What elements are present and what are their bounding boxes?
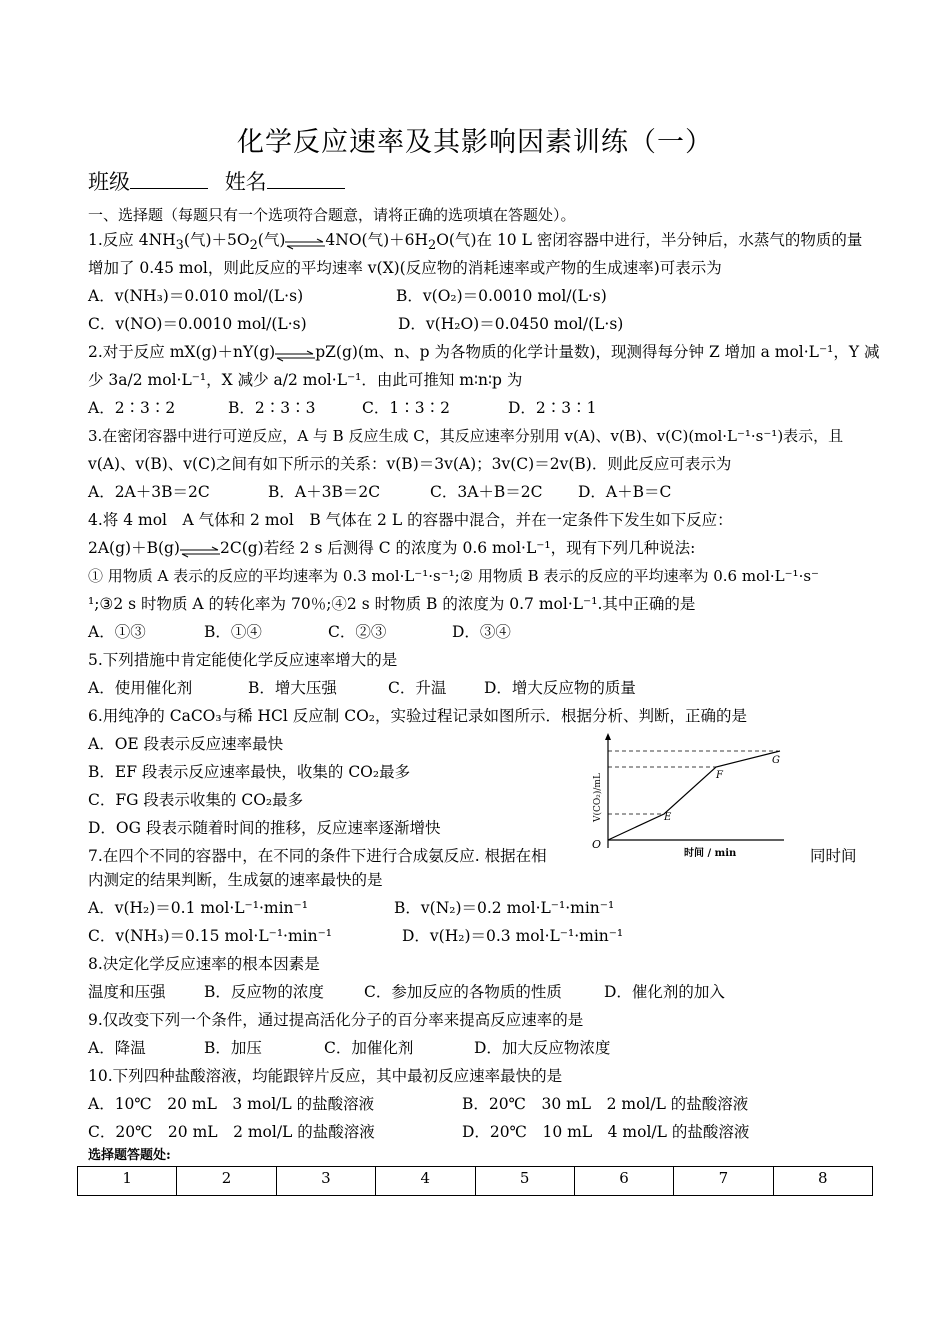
- class-blank[interactable]: [130, 170, 208, 189]
- question-1-line-2: 增加了 0.45 mol，则此反应的平均速率 v(X)(反应物的消耗速率或产物的生成速率)可表示为: [88, 259, 722, 277]
- question-7-line-1a: 7.在四个不同的容器中，在不同的条件下进行合成氨反应. 根据在相: [88, 847, 547, 865]
- q8-option-a: 温度和压强: [88, 983, 166, 1001]
- q1-text-e: O(气)在 10 L 密闭容器中进行，半分钟后，水蒸气的物质的量: [436, 231, 863, 249]
- name-blank[interactable]: [267, 170, 345, 189]
- q3-option-c: C．3A＋B＝2C: [430, 483, 543, 501]
- q7-option-a: A．v(H₂)＝0.1 mol·L⁻¹·min⁻¹: [88, 899, 308, 917]
- answer-cell-1[interactable]: 1: [78, 1167, 177, 1196]
- question-5-line-1: 5.下列措施中肯定能使化学反应速率增大的是: [88, 651, 398, 669]
- q2-option-a: A．2∶3∶2: [88, 399, 176, 417]
- equilibrium-arrow-icon: [180, 543, 220, 555]
- q2-option-c: C．1∶3∶2: [362, 399, 450, 417]
- q1-text-b: (气)＋5O: [183, 231, 250, 249]
- q6-option-c: C．FG 段表示收集的 CO₂最多: [88, 791, 304, 809]
- class-label: 班级: [88, 170, 130, 194]
- question-6-line-1: 6.用纯净的 CaCO₃与稀 HCl 反应制 CO₂，实验过程记录如图所示．根据分析、判断，正确的是: [88, 707, 747, 725]
- answer-cell-8[interactable]: 8: [773, 1167, 872, 1196]
- q8-option-d: D．催化剂的加入: [604, 983, 725, 1001]
- q4-option-b: B．①④: [204, 623, 262, 641]
- origin-label: O: [592, 838, 602, 851]
- equilibrium-arrow-icon: [275, 347, 315, 359]
- q7-option-c: C．v(NH₃)＝0.15 mol·L⁻¹·min⁻¹: [88, 927, 333, 945]
- q10-option-b: B．20℃ 30 mL 2 mol/L 的盐酸溶液: [462, 1095, 749, 1113]
- question-7-line-1b: 同时间: [810, 847, 857, 865]
- question-1-line-1: 1.反应 $4NH_3$(气)$+5O_2$(气) 4NO(气)$+6H_2O$(气)在 10 L 密闭容器中进行，半分钟后，水蒸气的物质的量: [88, 231, 863, 254]
- q9-option-b: B．加压: [204, 1039, 262, 1057]
- page-title: 化学反应速率及其影响因素训练（一）: [237, 127, 713, 158]
- q4-text-a: 2A(g)＋B(g): [88, 539, 180, 557]
- y-axis-label: V(CO₂)/mL: [593, 773, 603, 822]
- q2-option-d: D．2∶3∶1: [508, 399, 597, 417]
- q8-option-b: B．反应物的浓度: [204, 983, 324, 1001]
- question-10-line-1: 10.下列四种盐酸溶液，均能跟锌片反应，其中最初反应速率最快的是: [88, 1067, 563, 1085]
- question-7-line-2: 内测定的结果判断，生成氨的速率最快的是: [88, 871, 383, 889]
- question-8-line-1: 8.决定化学反应速率的根本因素是: [88, 955, 320, 973]
- q9-option-c: C．加催化剂: [324, 1039, 414, 1057]
- question-4-line-4: ¹;③2 s 时物质 A 的转化率为 70％;④2 s 时物质 B 的浓度为 0.7 mol·L⁻¹.其中正确的是: [88, 595, 696, 613]
- answer-cell-6[interactable]: 6: [574, 1167, 673, 1196]
- q5-option-a: A．使用催化剂: [88, 679, 193, 697]
- question-2-line-1: [88, 342, 880, 362]
- q9-option-d: D．加大反应物浓度: [474, 1039, 611, 1057]
- q5-option-c: C．升温: [388, 679, 447, 697]
- question-9-line-1: 9.仅改变下列一个条件，通过提高活化分子的百分率来提高反应速率的是: [88, 1011, 584, 1029]
- q6-option-d: D．OG 段表示随着时间的推移，反应速率逐渐增快: [88, 819, 441, 837]
- q6-option-a: A．OE 段表示反应速率最快: [88, 735, 284, 753]
- q7-option-b: B．v(N₂)＝0.2 mol·L⁻¹·min⁻¹: [394, 899, 615, 917]
- answer-cell-2[interactable]: 2: [177, 1167, 276, 1196]
- answer-cell-5[interactable]: 5: [475, 1167, 574, 1196]
- q8-option-c: C．参加反应的各物质的性质: [364, 983, 562, 1001]
- answer-table: [77, 1166, 873, 1196]
- q10-option-c: C．20℃ 20 mL 2 mol/L 的盐酸溶液: [88, 1123, 375, 1141]
- q4-option-d: D．③④: [452, 623, 511, 641]
- answer-cell-7[interactable]: 7: [674, 1167, 773, 1196]
- q10-option-d: D．20℃ 10 mL 4 mol/L 的盐酸溶液: [462, 1123, 750, 1141]
- q1-option-b: B．v(O₂)＝0.0010 mol/(L·s): [396, 287, 607, 305]
- q2-text-b: pZ(g)(m、n、p 为各物质的化学计量数)，现测得每分钟 Z 增加 a mol·L⁻¹，Y 减: [315, 343, 880, 361]
- q5-option-b: B．增大压强: [248, 679, 337, 697]
- q9-option-a: A．降温: [88, 1039, 146, 1057]
- x-axis-label: 时间 / min: [684, 848, 737, 859]
- q5-option-d: D．增大反应物的质量: [484, 679, 636, 697]
- section-heading: 一、选择题（每题只有一个选项符合题意，请将正确的选项填在答题处）。: [88, 206, 576, 224]
- answer-table-row: [78, 1167, 873, 1196]
- q3-option-b: B．A＋3B＝2C: [268, 483, 381, 501]
- answer-area-label: 选择题答题处:: [88, 1148, 171, 1163]
- co2-volume-time-graph: [588, 730, 788, 860]
- answer-cell-4[interactable]: 4: [376, 1167, 475, 1196]
- q7-option-d: D．v(H₂)＝0.3 mol·L⁻¹·min⁻¹: [402, 927, 624, 945]
- answer-cell-3[interactable]: 3: [276, 1167, 375, 1196]
- point-g-label: G: [772, 755, 780, 766]
- q1-option-a: A．v(NH₃)＝0.010 mol/(L·s): [88, 287, 304, 305]
- q1-option-d: D．v(H₂O)＝0.0450 mol/(L·s): [398, 315, 624, 333]
- q1-text-c: (气): [257, 231, 286, 249]
- q4-text-b: 2C(g)若经 2 s 后测得 C 的浓度为 0.6 mol·L⁻¹，现有下列几种说法:: [219, 539, 696, 557]
- q1-text-a: 1.反应 4NH: [88, 231, 176, 249]
- point-f-label: F: [716, 770, 723, 781]
- question-4-line-1: 4.将 4 mol A 气体和 2 mol B 气体在 2 L 的容器中混合，并在一定条件下发生如下反应：: [88, 511, 733, 529]
- q10-option-a: A．10℃ 20 mL 3 mol/L 的盐酸溶液: [88, 1095, 375, 1113]
- q3-option-d: D．A＋B＝C: [578, 483, 672, 501]
- q1-option-c: C．v(NO)＝0.0010 mol/(L·s): [88, 315, 307, 333]
- question-3-line-1: 3.在密闭容器中进行可逆反应，A 与 B 反应生成 C，其反应速率分别用 v(A)、v(B)、v(C)(mol·L⁻¹·s⁻¹)表示，且: [88, 427, 844, 445]
- equilibrium-arrow-icon: [285, 235, 325, 247]
- q4-option-c: C．②③: [328, 623, 387, 641]
- q2-option-b: B．2∶3∶3: [228, 399, 316, 417]
- y-axis-arrow-icon: [605, 733, 611, 740]
- question-2-line-2: 少 3a/2 mol·L⁻¹，X 减少 a/2 mol·L⁻¹．由此可推知 m∶n∶p 为: [88, 371, 523, 389]
- q1-text-d: 4NO(气)＋6H: [325, 231, 428, 249]
- question-4-line-3: ① 用物质 A 表示的反应的平均速率为 0.3 mol·L⁻¹·s⁻¹;② 用物质 B 表示的反应的平均速率为 0.6 mol·L⁻¹·s⁻: [88, 567, 819, 585]
- q6-option-b: B．EF 段表示反应速率最快，收集的 CO₂最多: [88, 763, 411, 781]
- question-4-line-2: [88, 538, 695, 558]
- name-label: 姓名: [224, 170, 267, 194]
- q4-option-a: A．①③: [88, 623, 146, 641]
- reaction-curve: [608, 751, 780, 840]
- class-name-line: [88, 166, 355, 196]
- q2-text-a: 2.对于反应 mX(g)＋nY(g): [88, 343, 276, 361]
- question-3-line-2: v(A)、v(B)、v(C)之间有如下所示的关系：v(B)＝3v(A)；3v(C)＝2v(B)．则此反应可表示为: [88, 455, 732, 473]
- point-e-label: E: [664, 812, 672, 823]
- q3-option-a: A．2A＋3B＝2C: [88, 483, 210, 501]
